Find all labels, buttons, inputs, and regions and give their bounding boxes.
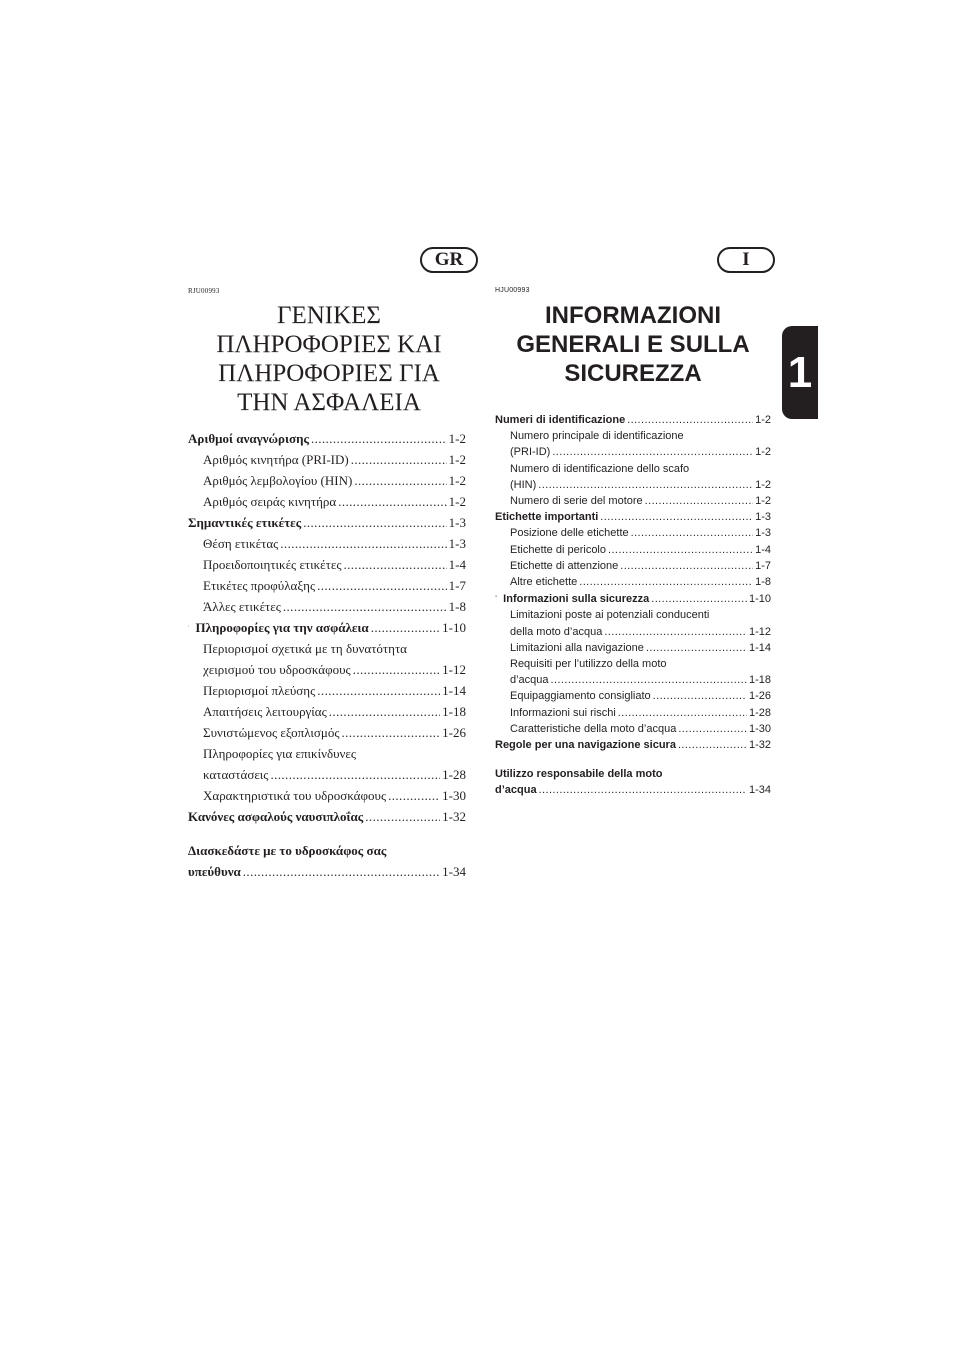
toc-label: Περιορισμοί πλεύσης	[203, 683, 316, 698]
toc-entry[interactable]	[188, 764, 466, 785]
toc-entry[interactable]	[495, 721, 771, 737]
toc-page: 1-14	[442, 683, 466, 698]
toc-page: 1-28	[442, 767, 466, 782]
toc-label: Informazioni sui rischi	[510, 706, 616, 719]
toc-entry[interactable]	[495, 737, 771, 753]
toc-page: 1-28	[748, 706, 771, 719]
toc-page: 1-4	[755, 543, 771, 556]
italian-column	[495, 286, 771, 799]
toc-page: 1-3	[755, 527, 771, 540]
toc-page: 1-2	[755, 495, 771, 508]
toc-label: d’acqua	[510, 674, 549, 687]
toc-label: (HIN)	[510, 478, 537, 491]
title-line: ΠΛΗΡΟΦΟΡΙΕΣ ΚΑΙ	[216, 331, 442, 358]
toc-entry[interactable]	[188, 470, 466, 491]
toc-entry[interactable]	[188, 701, 466, 722]
toc-entry[interactable]	[188, 491, 466, 512]
toc-entry[interactable]	[188, 575, 466, 596]
toc-label: Θέση ετικέτας	[203, 536, 279, 551]
toc-label-line: Utilizzo responsabile della moto	[495, 768, 663, 781]
toc-page: 1-34	[442, 864, 466, 879]
toc-page: 1-2	[448, 431, 466, 446]
chapter-tab: 1	[782, 326, 818, 419]
warning-triangle-icon	[495, 590, 497, 602]
toc-entry[interactable]	[495, 782, 771, 798]
toc-entry[interactable]	[188, 428, 466, 449]
toc-entry[interactable]	[188, 449, 466, 470]
toc-entry[interactable]	[495, 444, 771, 460]
toc-label: Equipaggiamento consigliato	[510, 690, 651, 703]
toc-page: 1-12	[442, 662, 466, 677]
toc-entry[interactable]	[188, 596, 466, 617]
toc-page: 1-2	[755, 446, 771, 459]
toc-page: 1-18	[442, 704, 466, 719]
toc-entry[interactable]	[188, 512, 466, 533]
toc-page: 1-32	[748, 739, 771, 752]
toc-label: Αριθμοί αναγνώρισης	[188, 431, 309, 446]
toc-entry[interactable]	[495, 525, 771, 541]
toc-label: Ετικέτες προφύλαξης	[203, 578, 316, 593]
toc-page: 1-34	[748, 784, 771, 797]
title-line: ΓΕΝΙΚΕΣ	[277, 302, 381, 329]
toc-page: 1-26	[748, 690, 771, 703]
toc-entry[interactable]	[188, 722, 466, 743]
toc-entry[interactable]	[188, 617, 466, 638]
toc-label: Σημαντικές ετικέτες	[188, 515, 302, 530]
toc-entry[interactable]	[188, 533, 466, 554]
toc-page: 1-3	[448, 536, 466, 551]
toc-entry[interactable]	[495, 672, 771, 688]
section-title	[495, 301, 771, 388]
toc-label: Regole per una navigazione sicura	[495, 739, 676, 752]
toc-label: Altre etichette	[510, 576, 578, 589]
toc-label-line: Διασκεδάστε με το υδροσκάφος σας	[188, 843, 387, 858]
toc-entry[interactable]	[495, 624, 771, 640]
toc-label: (PRI-ID)	[510, 446, 551, 459]
toc-page: 1-2	[448, 473, 466, 488]
toc-page: 1-32	[442, 809, 466, 824]
toc-page: 1-12	[748, 625, 771, 638]
toc-page: 1-7	[755, 559, 771, 572]
toc-entry[interactable]	[495, 590, 771, 607]
toc-page: 1-2	[755, 478, 771, 491]
toc-entry[interactable]	[188, 785, 466, 806]
toc-label-line: Πληροφορίες για επικίνδυνες	[203, 746, 357, 761]
toc-label: della moto d’acqua	[510, 625, 603, 638]
toc-page: 1-30	[442, 788, 466, 803]
toc-label: καταστάσεις	[203, 767, 269, 782]
toc-entry[interactable]	[188, 554, 466, 575]
greek-column	[188, 286, 466, 882]
toc-page: 1-14	[748, 641, 771, 654]
title-line: SICUREZZA	[564, 360, 702, 387]
toc-page: 1-10	[442, 620, 466, 635]
toc-label: υπεύθυνα	[188, 864, 241, 879]
toc-label: Αριθμός λεμβολογίου (HIN)	[203, 473, 353, 488]
toc-label: Απαιτήσεις λειτουργίας	[203, 704, 327, 719]
toc-page: 1-18	[748, 674, 771, 687]
language-badge-it: I	[717, 247, 775, 273]
title-line: GENERALI E SULLA	[516, 331, 750, 358]
toc-label: Κανόνες ασφαλούς ναυσιπλοΐας	[188, 809, 364, 824]
toc-label: Caratteristiche della moto d’acqua	[510, 722, 677, 735]
toc-label-line: Numero di identificazione dello scafo	[510, 462, 690, 475]
toc-page: 1-2	[755, 414, 771, 426]
toc-label: Χαρακτηριστικά του υδροσκάφους	[203, 788, 387, 803]
section-code: HJU00993	[495, 287, 530, 294]
section-code: RJU00993	[188, 287, 220, 295]
toc-entry[interactable]	[495, 412, 771, 428]
toc-label: Αριθμός σειράς κινητήρα	[203, 494, 337, 509]
title-line: ΤΗΝ ΑΣΦΑΛΕΙΑ	[237, 389, 421, 416]
toc-entry[interactable]	[495, 493, 771, 509]
warning-triangle-icon	[188, 620, 189, 632]
toc-label: χειρισμού του υδροσκάφους	[203, 662, 351, 677]
toc-label: Άλλες ετικέτες	[203, 599, 281, 614]
toc-label: Limitazioni alla navigazione	[510, 641, 644, 654]
toc-label: Numero di serie del motore	[510, 495, 643, 508]
toc-entry[interactable]	[495, 574, 771, 590]
toc-page: 1-3	[755, 511, 771, 524]
toc-entry[interactable]	[188, 806, 466, 827]
toc-label: Πληροφορίες για την ασφάλεια	[195, 620, 369, 635]
toc-label: Συνιστώμενος εξοπλισμός	[203, 725, 340, 740]
table-of-contents	[188, 428, 466, 882]
toc-label-line: Limitazioni poste ai potenziali conducenti	[510, 609, 710, 622]
toc-entry[interactable]	[495, 705, 771, 721]
toc-label: Etichette di pericolo	[510, 543, 606, 556]
toc-page: 1-3	[448, 515, 466, 530]
toc-label: Posizione delle etichette	[510, 527, 629, 540]
toc-page: 1-2	[448, 452, 466, 467]
toc-entry[interactable]	[495, 640, 771, 656]
section-title	[188, 301, 466, 417]
title-line: INFORMAZIONI	[545, 302, 721, 329]
toc-entry[interactable]	[495, 542, 771, 558]
toc-label-line: Requisiti per l’utilizzo della moto	[510, 658, 667, 671]
toc-label: Numeri di identificazione	[495, 414, 626, 426]
toc-entry[interactable]	[495, 688, 771, 704]
toc-label: Etichette importanti	[495, 511, 599, 524]
toc-entry[interactable]	[188, 680, 466, 701]
toc-page: 1-8	[448, 599, 466, 614]
toc-label: Προειδοποιητικές ετικέτες	[203, 557, 342, 572]
toc-page: 1-30	[748, 722, 771, 735]
language-badge-gr: GR	[420, 247, 478, 273]
table-of-contents	[495, 412, 771, 799]
toc-page: 1-8	[755, 576, 771, 589]
toc-label: Αριθμός κινητήρα (PRI-ID)	[203, 452, 349, 467]
toc-entry[interactable]	[188, 861, 466, 882]
toc-page: 1-7	[448, 578, 466, 593]
toc-label-line: Περιορισμοί σχετικά με τη δυνατότητα	[203, 641, 407, 656]
toc-entry[interactable]	[495, 509, 771, 525]
title-line: ΠΛΗΡΟΦΟΡΙΕΣ ΓΙΑ	[218, 360, 440, 387]
toc-label: Etichette di attenzione	[510, 559, 619, 572]
toc-page: 1-2	[448, 494, 466, 509]
toc-label-line: Numero principale di identificazione	[510, 430, 684, 443]
toc-label: Informazioni sulla sicurezza	[503, 593, 650, 606]
toc-page: 1-4	[448, 557, 466, 572]
toc-page: 1-10	[748, 593, 771, 606]
toc-entry[interactable]	[495, 477, 771, 493]
toc-entry[interactable]	[188, 659, 466, 680]
toc-page: 1-26	[442, 725, 466, 740]
toc-label: d’acqua	[495, 784, 537, 797]
toc-entry[interactable]	[495, 558, 771, 574]
